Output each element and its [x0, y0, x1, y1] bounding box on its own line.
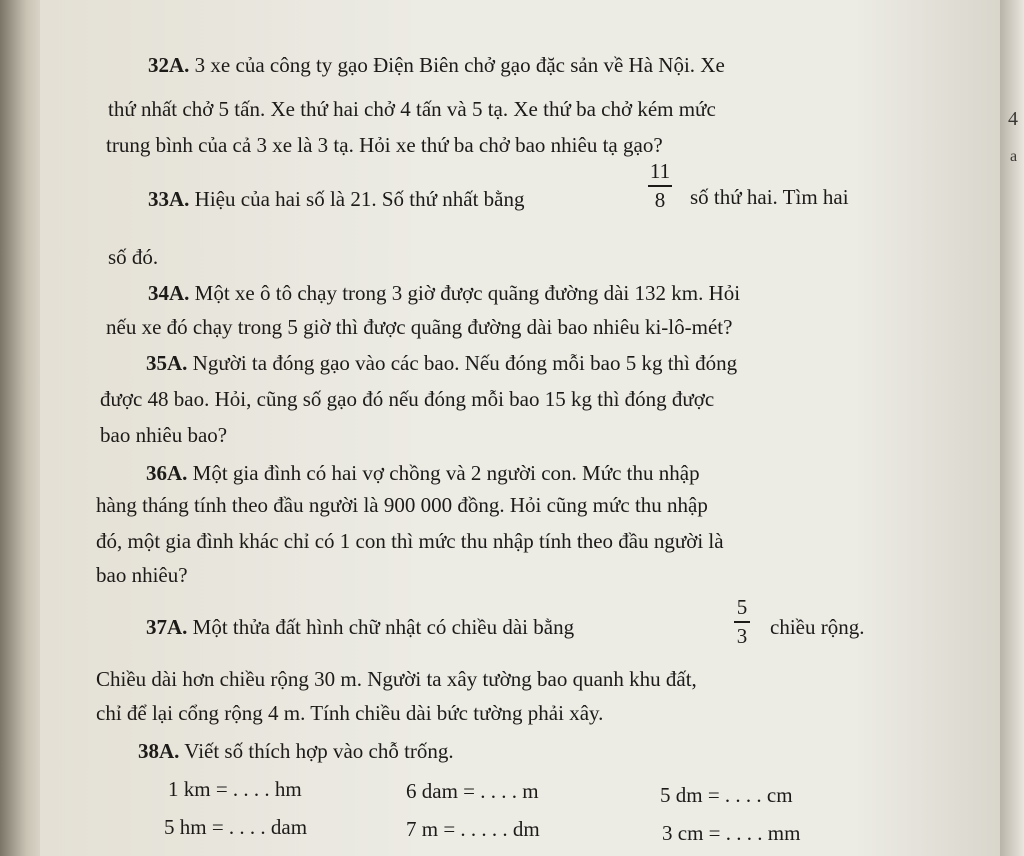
conversion-6-dam-m: 6 dam = . . . . m	[406, 779, 539, 803]
problem-33-line-2: số đó.	[108, 245, 159, 269]
edge-glyph-mid: a	[1010, 148, 1018, 165]
problem-36-line-3: đó, một gia đình khác chỉ có 1 con thì mức thu nhập tính theo đầu người là	[96, 529, 724, 553]
problem-37-text-1b: chiều rộng.	[770, 615, 865, 639]
conversion-3-cm-mm: 3 cm = . . . . mm	[662, 821, 801, 845]
fraction-numerator: 5	[736, 595, 748, 619]
problem-32-line-1	[148, 52, 725, 78]
problem-33-number: 33A.	[148, 187, 190, 211]
problem-36-number: 36A.	[146, 461, 188, 485]
fraction-bar	[734, 621, 750, 623]
problem-32-text-1: 3 xe của công ty gạo Điện Biên chở gạo đặc sản về Hà Nội. Xe	[189, 53, 725, 77]
fraction-bar	[648, 185, 672, 187]
problem-37-line-1a	[146, 614, 574, 640]
problem-34-line-1	[148, 280, 740, 306]
problem-36-text-1: Một gia đình có hai vợ chồng và 2 người con. Mức thu nhập	[187, 461, 700, 485]
problem-35-line-3: bao nhiêu bao?	[100, 423, 228, 447]
problem-38-line-1	[138, 738, 454, 764]
book-gutter	[0, 0, 44, 856]
edge-glyph-top: 4	[1008, 108, 1018, 130]
conversion-5-hm-dam: 5 hm = . . . . dam	[164, 815, 308, 839]
problem-37-line-3: chỉ để lại cổng rộng 4 m. Tính chiều dài bức tường phải xây.	[96, 701, 604, 725]
problem-35-text-1: Người ta đóng gạo vào các bao. Nếu đóng mỗi bao 5 kg thì đóng	[187, 351, 738, 375]
problem-33-line-1a	[148, 186, 525, 212]
problem-35-line-2: được 48 bao. Hỏi, cũng số gạo đó nếu đóng mỗi bao 15 kg thì đóng được	[100, 387, 715, 411]
fraction-numerator: 11	[649, 159, 671, 183]
problem-33-text-1a: Hiệu của hai số là 21. Số thứ nhất bằng	[189, 187, 525, 211]
conversion-1-km-hm: 1 km = . . . . hm	[168, 777, 302, 801]
problem-33-text-1b: số thứ hai. Tìm hai	[690, 185, 849, 209]
fraction-denominator: 8	[654, 187, 666, 212]
problem-36-line-2: hàng tháng tính theo đầu người là 900 000 đồng. Hỏi cũng mức thu nhập	[96, 493, 708, 517]
problem-37-number: 37A.	[146, 615, 188, 639]
problem-36-line-1	[146, 460, 700, 486]
problem-34-number: 34A.	[148, 281, 190, 305]
problem-32-line-3: trung bình của cả 3 xe là 3 tạ. Hỏi xe thứ ba chở bao nhiêu tạ gạo?	[106, 133, 663, 157]
fraction-11-over-8	[648, 160, 672, 212]
conversion-5-dm-cm: 5 dm = . . . . cm	[660, 783, 793, 807]
problem-37-text-1a: Một thửa đất hình chữ nhật có chiều dài bằng	[187, 615, 575, 639]
problem-32-number: 32A.	[148, 53, 190, 77]
problem-37-line-2: Chiều dài hơn chiều rộng 30 m. Người ta xây tường bao quanh khu đất,	[96, 667, 697, 691]
fraction-denominator: 3	[736, 623, 748, 648]
problem-34-line-2: nếu xe đó chạy trong 5 giờ thì được quãng đường dài bao nhiêu ki-lô-mét?	[106, 315, 733, 339]
problem-38-number: 38A.	[138, 739, 180, 763]
next-page-edge	[1000, 0, 1024, 856]
conversion-7-m-dm: 7 m = . . . . . dm	[406, 817, 540, 841]
problem-38-text-1: Viết số thích hợp vào chỗ trống.	[179, 739, 454, 763]
problem-35-line-1	[146, 350, 737, 376]
fraction-5-over-3	[734, 596, 750, 648]
problem-34-text-1: Một xe ô tô chạy trong 3 giờ được quãng đường dài 132 km. Hỏi	[189, 281, 741, 305]
problem-36-line-4: bao nhiêu?	[96, 563, 188, 587]
problem-32-line-2: thứ nhất chở 5 tấn. Xe thứ hai chở 4 tấn và 5 tạ. Xe thứ ba chở kém mức	[108, 97, 716, 121]
problem-35-number: 35A.	[146, 351, 188, 375]
